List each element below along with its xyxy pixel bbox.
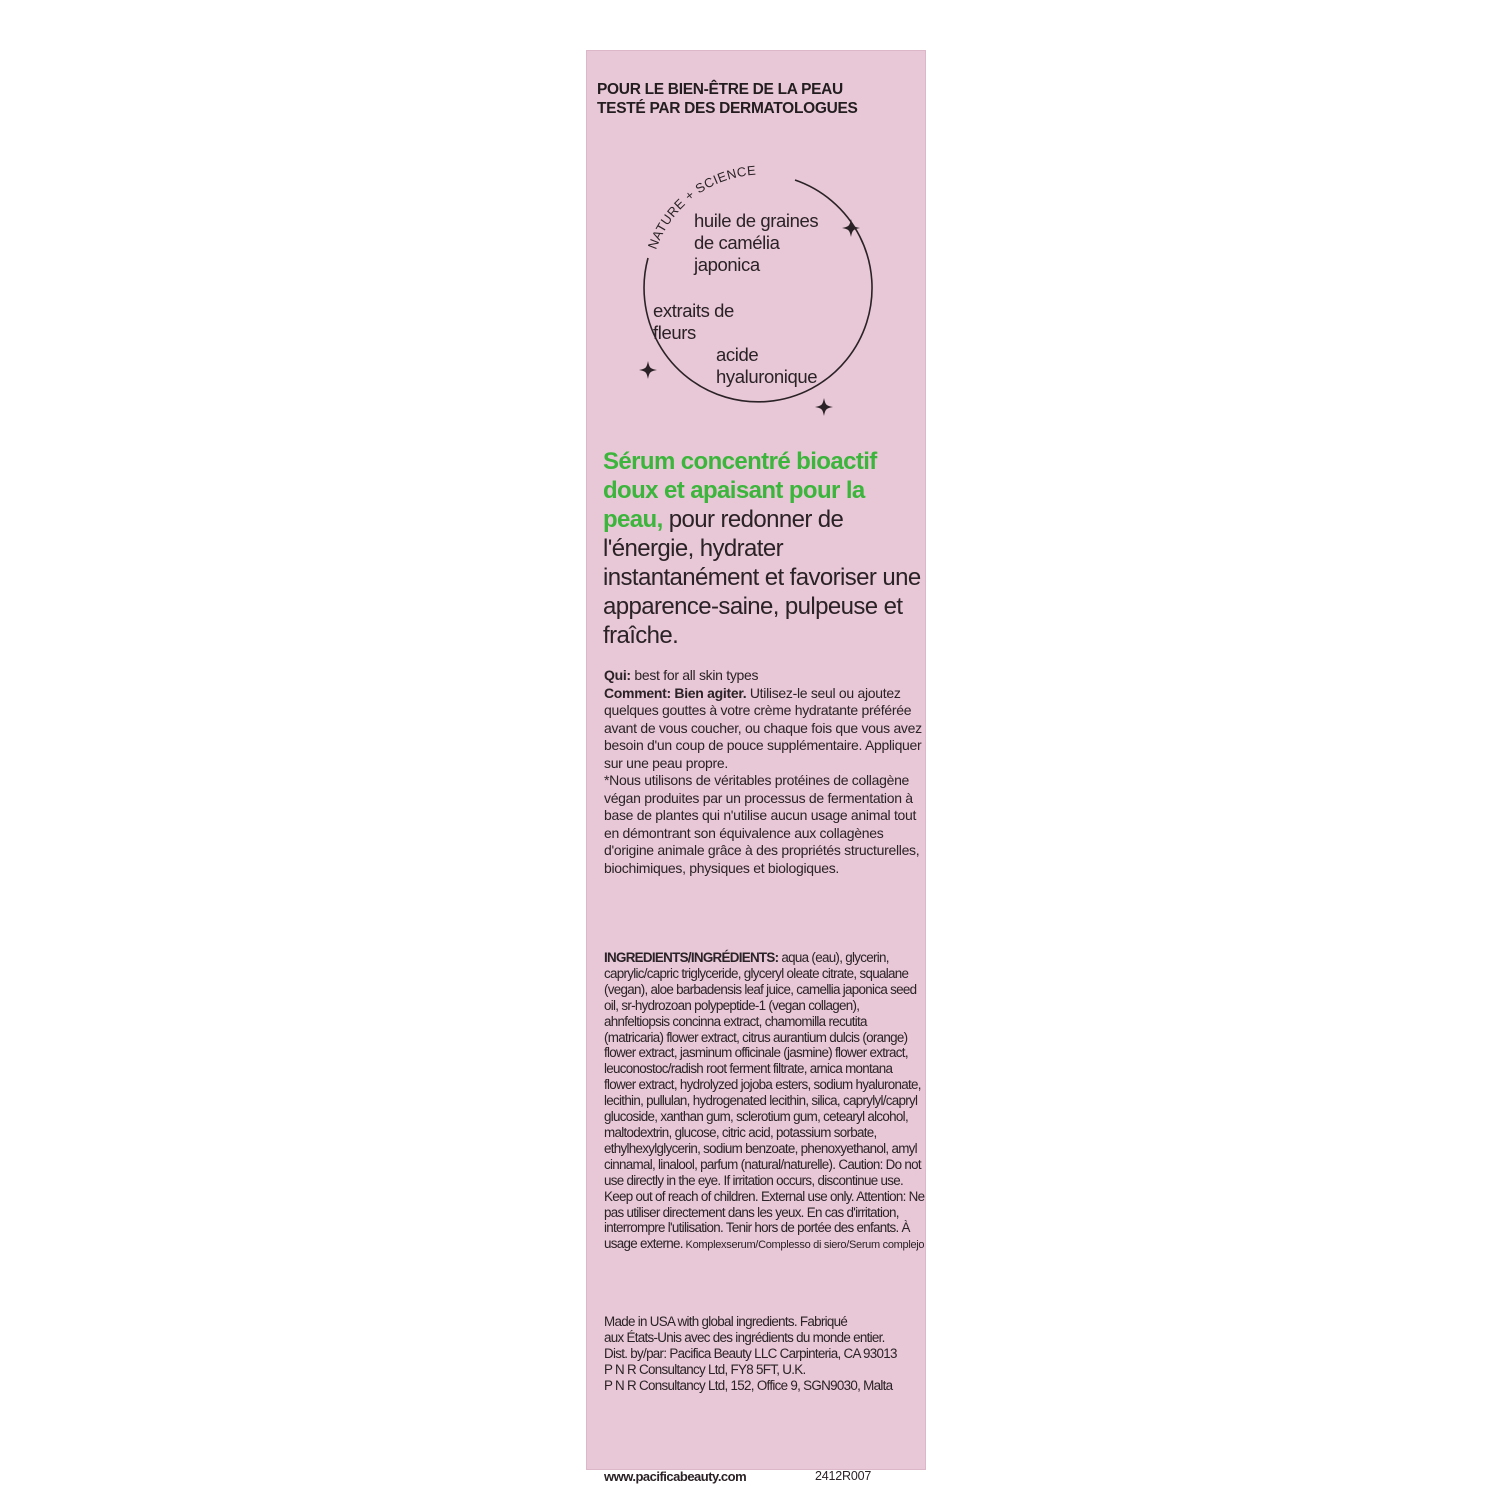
- ingredient-camellia-line-1: huile de graines: [694, 210, 819, 231]
- ingredients-text: aqua (eau), glycerin, caprylic/capric triglyceride, glyceryl oleate citrate, squalane (vegan), aloe barbadensis leaf juice, camellia japonica seed oil, sr-hydrozoan polypeptide-1 (vegan collagen), ahnfeltiopsis concinna extract, chamomilla recutita (matricaria) flower extract, citrus aurantium dulcis (orange) flower extract, jasminum officinale (jasmine) flower extract, leuconostoc/radish root ferment filtrate, arnica montana flower extract, hydrolyzed jojoba esters, sodium hyaluronate, lecithin, pullulan, hydrogenated lecithin, silica, caprylyl/capryl glucoside, xanthan gum, sclerotium gum, cetearyl alcohol, maltodextrin, glucose, citric acid, potassium sorbate, ethylhexylglycerin, sodium benzoate, phenoxyethanol, amyl cinnamal, linalool, parfum (natural/naturelle). Caution: Do not use directly in the eye. If irritation occurs, discontinue use. Keep out of reach of children. External use only. Attention: Ne pas utiliser directement dans les yeux. En cas d'irritation, interrompre l'utilisation. Tenir hors de portée des enfants. À usage externe.: [604, 950, 925, 1252]
- ingredient-flowers-line-1: extraits de: [653, 300, 734, 321]
- how-paragraph: [604, 685, 924, 773]
- product-description: [603, 447, 923, 650]
- ingredients-label: INGREDIENTS/INGRÉDIENTS:: [604, 950, 779, 965]
- ingredient-hyaluronic-line-2: hyaluronique: [716, 366, 818, 387]
- sparkle-icon: [815, 398, 833, 416]
- headline-line-1: POUR LE BIEN-ÊTRE DE LA PEAU: [597, 81, 843, 98]
- ingredient-camellia: [694, 210, 818, 276]
- ingredient-camellia-line-2: de camélia: [694, 232, 780, 253]
- serum-translations: Komplexserum/Complesso di siero/Serum complejo: [682, 1239, 925, 1252]
- ingredients-list: [604, 950, 926, 1254]
- sparkle-icon: [842, 219, 860, 237]
- batch-code: 2412R007: [815, 1469, 872, 1483]
- ingredient-hyaluronic-line-1: acide: [716, 344, 759, 365]
- who-text: best for all skin types: [630, 667, 759, 683]
- legal-line-5: P N R Consultancy Ltd, 152, Office 9, SGN9030, Malta: [604, 1377, 893, 1393]
- badge-arc-label: NATURE + SCIENCE: [644, 162, 757, 252]
- website-url: www.pacificabeauty.com: [604, 1469, 747, 1484]
- legal-line-1: Made in USA with global ingredients. Fabriqué: [604, 1314, 848, 1329]
- how-text: Utilisez-le seul ou ajoutez quelques gouttes à votre crème hydratante préférée avant de vous coucher, ou chaque fois que vous avez besoin d'un coup de pouce supplémentaire. Appliquer sur une peau propre.: [604, 684, 922, 771]
- ingredient-hyaluronic: [716, 344, 817, 388]
- legal-line-2: aux États-Unis avec des ingrédients du monde entier.: [604, 1329, 885, 1345]
- who-label: Qui:: [604, 667, 631, 683]
- who-line: [604, 667, 924, 685]
- nature-science-badge: [620, 150, 890, 430]
- usage-instructions: [604, 667, 924, 877]
- description-rest: pour redonner de l'énergie, hydrater instantanément et favoriser une apparence-saine, pulpeuse et fraîche.: [603, 506, 921, 649]
- ingredient-camellia-line-3: japonica: [694, 254, 760, 275]
- how-label: Comment: Bien agiter.: [604, 684, 747, 701]
- collagen-note: *Nous utilisons de véritables protéines de collagène végan produites par un processus de fermentation à base de plantes qui n'utilise aucun usage animal tout en démontrant son équivalence aux collagènes d'origine animale grâce à des propriétés structurelles, biochimiques, physiques et biologiques.: [604, 772, 920, 876]
- legal-info: [604, 1314, 926, 1394]
- legal-line-4: P N R Consultancy Ltd, FY8 5FT, U.K.: [604, 1361, 806, 1377]
- legal-line-3: Dist. by/par: Pacifica Beauty LLC Carpinteria, CA 93013: [604, 1345, 897, 1361]
- ingredient-flowers-line-2: fleurs: [653, 322, 696, 343]
- headline: [597, 80, 927, 118]
- description-highlight: Sérum concentré bioactif doux et apaisant pour la peau,: [603, 448, 877, 533]
- headline-line-2: TESTÉ PAR DES DERMATOLOGUES: [597, 100, 858, 117]
- ingredient-flowers: [653, 300, 734, 344]
- sparkle-icon: [639, 361, 657, 379]
